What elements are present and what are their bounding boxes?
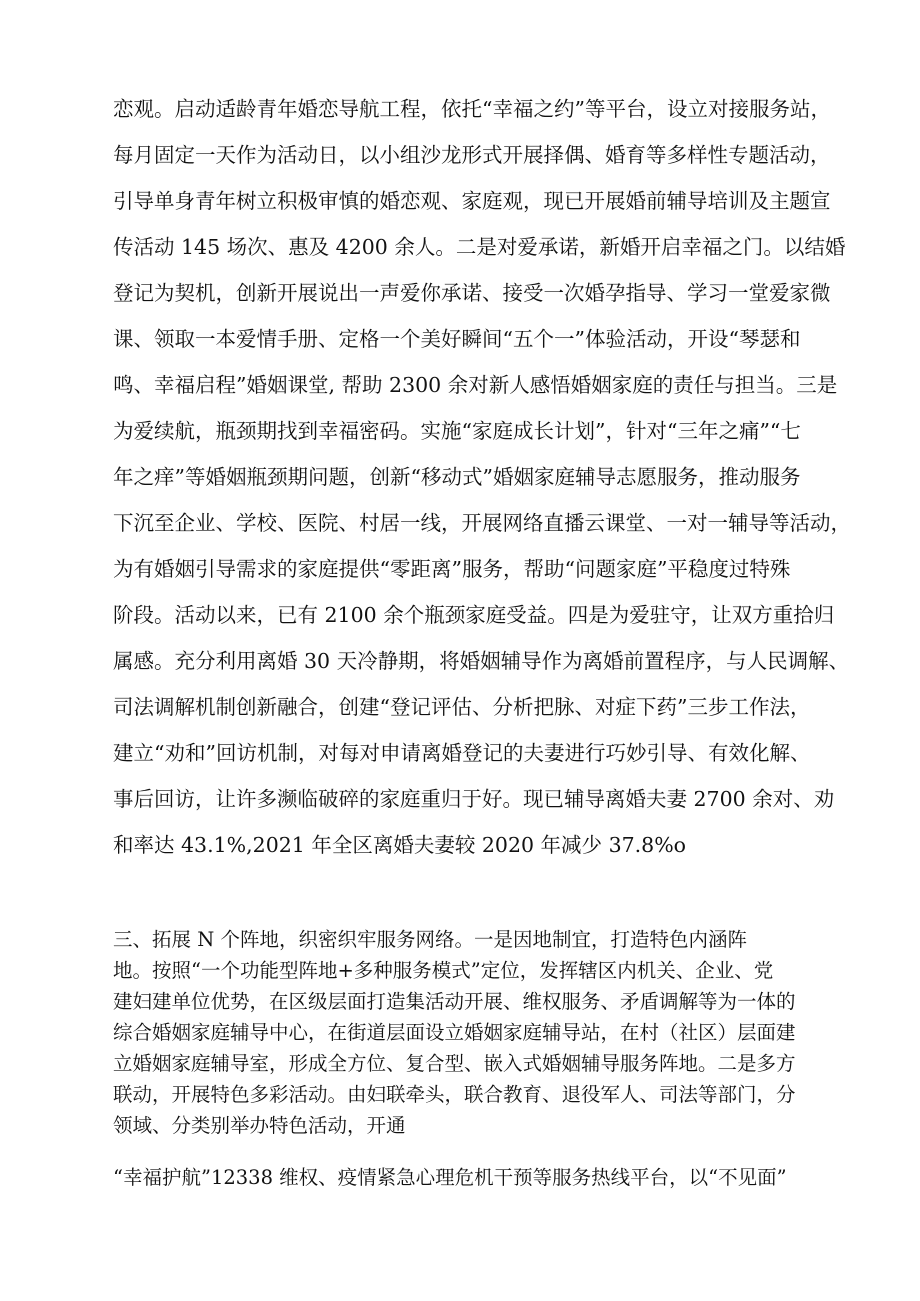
text-line: 为爱续航，瓶颈期找到幸福密码。实施“家庭成长计划”，针对“三年之痛”“七 xyxy=(113,419,801,443)
text-line: 事后回访，让许多濒临破碎的家庭重归于好。现已辅导离婚夫妻 2700 余对、劝 xyxy=(113,787,835,811)
text-line: 三、拓展 N 个阵地，织密织牢服务网络。一是因地制宜，打造特色内涵阵 xyxy=(113,928,747,951)
text-line: 登记为契机，创新开展说出一声爱你承诺、接受一次婚孕指导、学习一堂爱家微 xyxy=(113,281,831,305)
text-line: 司法调解机制创新融合，创建“登记评估、分析把脉、对症下药”三步工作法， xyxy=(113,695,811,719)
text-line: 地。按照“一个功能型阵地+多种服务模式”定位，发挥辖区内机关、企业、党 xyxy=(113,959,774,982)
text-line: 综合婚姻家庭辅导中心，在街道层面设立婚姻家庭辅导站，在村（社区）层面建 xyxy=(113,1021,796,1044)
text-line: 鸣、幸福启程”婚姻课堂, 帮助 2300 余对新人感悟婚姻家庭的责任与担当。三是 xyxy=(113,373,838,397)
text-line: 为有婚姻引导需求的家庭提供“零距离”服务，帮助“问题家庭”平稳度过特殊 xyxy=(113,557,791,581)
text-line: 引导单身青年树立积极审慎的婚恋观、家庭观，现已开展婚前辅导培训及主题宣 xyxy=(113,189,831,213)
text-line: 恋观。启动适龄青年婚恋导航工程，依托“幸福之约”等平台，设立对接服务站， xyxy=(113,97,831,121)
text-line: 立婚姻家庭辅导室，形成全方位、复合型、嵌入式婚姻辅导服务阵地。二是多方 xyxy=(113,1052,796,1075)
text-line: 建妇建单位优势，在区级层面打造集活动开展、维权服务、矛盾调解等为一体的 xyxy=(113,990,796,1013)
text-line: 每月固定一天作为活动日，以小组沙龙形式开展择偶、婚育等多样性专题活动， xyxy=(113,143,831,167)
text-line: 年之痒”等婚姻瓶颈期问题，创新“移动式”婚姻家庭辅导志愿服务，推动服务 xyxy=(113,465,801,489)
text-line: 阶段。活动以来，已有 2100 余个瓶颈家庭受益。四是为爱驻守，让双方重拾归 xyxy=(113,603,835,627)
text-line: 领域、分类别举办特色活动，开通 xyxy=(113,1114,406,1137)
text-line: “幸福护航”12338 维权、疫情紧急心理危机干预等服务热线平台，以“不见面” xyxy=(113,1166,787,1189)
text-line: 课、领取一本爱情手册、定格一个美好瞬间“五个一”体验活动，开设“琴瑟和 xyxy=(113,327,801,351)
text-line: 下沉至企业、学校、医院、村居一线，开展网络直播云课堂、一对一辅导等活动， xyxy=(113,511,851,535)
text-line: 属感。充分利用离婚 30 天冷静期，将婚姻辅导作为离婚前置程序，与人民调解、 xyxy=(113,649,850,673)
text-line: 传活动 145 场次、惠及 4200 余人。二是对爱承诺，新婚开启幸福之门。以结婚 xyxy=(113,235,846,259)
text-line: 建立“劝和”回访机制，对每对申请离婚登记的夫妻进行巧妙引导、有效化解、 xyxy=(113,741,811,765)
text-line: 和率达 43.1%,2021 年全区离婚夫妻较 2020 年减少 37.8%o xyxy=(113,833,687,857)
text-line: 联动，开展特色多彩活动。由妇联牵头，联合教育、退役军人、司法等部门，分 xyxy=(113,1083,796,1106)
